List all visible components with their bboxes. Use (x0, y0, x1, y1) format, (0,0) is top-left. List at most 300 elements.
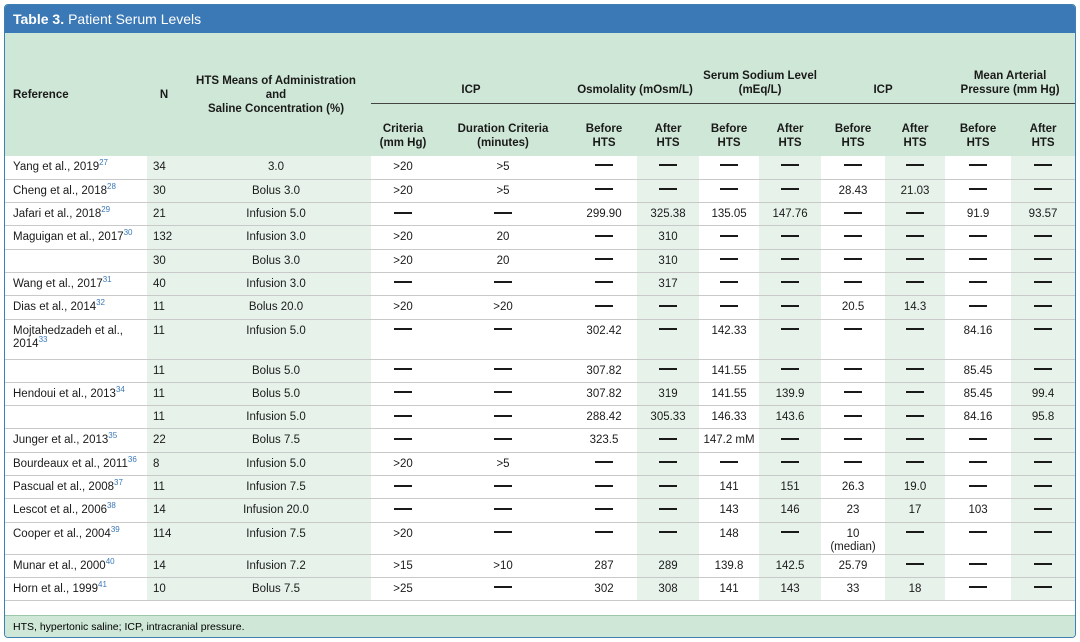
cell-hts: Bolus 7.5 (181, 577, 371, 600)
header-na-after: After HTS (759, 104, 821, 157)
serum-levels-table (5, 33, 1075, 601)
cell-duration (435, 476, 571, 499)
dash-placeholder (969, 485, 987, 487)
cell-hts: Infusion 20.0 (181, 499, 371, 522)
cell-duration (435, 272, 571, 295)
cell-map-a (1011, 272, 1075, 295)
dash-placeholder (1034, 461, 1052, 463)
table-row (5, 272, 1075, 295)
table-row (5, 203, 1075, 226)
cell-icp-b: 25.79 (821, 554, 885, 577)
cell-reference (5, 249, 147, 272)
cell-osm-a (637, 296, 699, 319)
dash-placeholder (969, 164, 987, 166)
dash-placeholder (720, 305, 738, 307)
cell-hts: Infusion 7.2 (181, 554, 371, 577)
dash-placeholder (1034, 305, 1052, 307)
cell-n: 14 (147, 499, 181, 522)
dash-placeholder (844, 368, 862, 370)
cell-na-a: 146 (759, 499, 821, 522)
citation-number[interactable]: 33 (38, 334, 48, 344)
table-row (5, 429, 1075, 452)
dash-placeholder (781, 531, 799, 533)
cell-duration (435, 522, 571, 554)
cell-map-a (1011, 554, 1075, 577)
cell-osm-b: 307.82 (571, 359, 637, 382)
header-map-before: Before HTS (945, 104, 1011, 157)
header-hts-line1: HTS Means of Administration (196, 74, 356, 87)
cell-osm-a (637, 522, 699, 554)
citation-number[interactable]: 41 (98, 580, 107, 590)
table-footnote: HTS, hypertonic saline; ICP, intracranial pressure. (5, 615, 1075, 637)
dash-placeholder (659, 188, 677, 190)
cell-map-a (1011, 577, 1075, 600)
cell-duration (435, 319, 571, 359)
table-row (5, 476, 1075, 499)
dash-placeholder (720, 235, 738, 237)
cell-na-b (699, 179, 759, 202)
cell-icp-a (885, 156, 945, 179)
cell-osm-a (637, 476, 699, 499)
cell-osm-a: 317 (637, 272, 699, 295)
cell-reference: Wang et al., 2017$^{31}$ (5, 272, 147, 295)
table-row (5, 319, 1075, 359)
cell-map-b: 103 (945, 499, 1011, 522)
cell-na-a: 143.6 (759, 406, 821, 429)
cell-icp-a: 19.0 (885, 476, 945, 499)
header-map (945, 33, 1075, 104)
dash-placeholder (394, 415, 412, 417)
dash-placeholder (659, 508, 677, 510)
cell-criteria: >25 (371, 577, 435, 600)
cell-osm-b (571, 272, 637, 295)
header-icp-before: Before HTS (821, 104, 885, 157)
dash-placeholder (1034, 531, 1052, 533)
table-row (5, 156, 1075, 179)
cell-na-a (759, 249, 821, 272)
table-container (4, 4, 1076, 638)
dash-placeholder (844, 328, 862, 330)
dash-placeholder (720, 461, 738, 463)
cell-icp-a: 17 (885, 499, 945, 522)
citation-number[interactable]: 30 (123, 228, 133, 238)
header-hts-administration (181, 33, 371, 156)
cell-criteria (371, 359, 435, 382)
dash-placeholder (906, 258, 924, 260)
cell-icp-a (885, 452, 945, 475)
dash-placeholder (494, 438, 512, 440)
cell-duration: >5 (435, 179, 571, 202)
dash-placeholder (844, 391, 862, 393)
cell-na-b: 142.33 (699, 319, 759, 359)
table-row (5, 179, 1075, 202)
cell-icp-a (885, 226, 945, 249)
cell-duration (435, 406, 571, 429)
dash-placeholder (494, 586, 512, 588)
cell-map-b (945, 452, 1011, 475)
cell-na-a (759, 296, 821, 319)
cell-criteria (371, 203, 435, 226)
dash-placeholder (844, 461, 862, 463)
dash-placeholder (494, 212, 512, 214)
cell-na-a (759, 429, 821, 452)
cell-osm-a (637, 452, 699, 475)
citation-number[interactable]: 32 (96, 298, 106, 308)
cell-map-a (1011, 522, 1075, 554)
cell-n: 132 (147, 226, 181, 249)
cell-na-b (699, 226, 759, 249)
cell-reference (5, 406, 147, 429)
dash-placeholder (781, 164, 799, 166)
cell-map-a (1011, 156, 1075, 179)
header-icp-values-group: ICP (821, 33, 945, 104)
cell-icp-b (821, 319, 885, 359)
citation-number[interactable]: 35 (108, 431, 118, 441)
cell-duration: >10 (435, 554, 571, 577)
dash-placeholder (595, 508, 613, 510)
table-row (5, 406, 1075, 429)
table-row (5, 226, 1075, 249)
cell-osm-b: 302 (571, 577, 637, 600)
dash-placeholder (969, 258, 987, 260)
header-hts-line2: and (265, 88, 287, 101)
dash-placeholder (969, 461, 987, 463)
cell-hts: Infusion 5.0 (181, 452, 371, 475)
header-na-before: Before HTS (699, 104, 759, 157)
header-osm-after: After HTS (637, 104, 699, 157)
cell-osm-a: 325.38 (637, 203, 699, 226)
cell-hts: 3.0 (181, 156, 371, 179)
cell-reference: Cheng et al., 2018$^{28}$ (5, 179, 147, 202)
cell-hts: Infusion 7.5 (181, 522, 371, 554)
cell-map-a (1011, 452, 1075, 475)
header-sodium-line1: Serum Sodium Level (703, 70, 817, 82)
dash-placeholder (969, 188, 987, 190)
header-hts-line3: Saline Concentration (%) (207, 102, 345, 115)
dash-placeholder (906, 563, 924, 565)
cell-criteria (371, 382, 435, 405)
dash-placeholder (844, 164, 862, 166)
cell-osm-b: 287 (571, 554, 637, 577)
citation-number[interactable]: 31 (102, 275, 112, 285)
cell-map-a (1011, 249, 1075, 272)
cell-na-b: 141 (699, 476, 759, 499)
cell-map-a: 93.57 (1011, 203, 1075, 226)
cell-duration: 20 (435, 226, 571, 249)
cell-map-a (1011, 319, 1075, 359)
cell-duration (435, 382, 571, 405)
dash-placeholder (1034, 281, 1052, 283)
dash-placeholder (659, 531, 677, 533)
cell-na-b: 147.2 mM (699, 429, 759, 452)
cell-n: 30 (147, 179, 181, 202)
cell-criteria (371, 319, 435, 359)
cell-na-a (759, 452, 821, 475)
cell-icp-a (885, 522, 945, 554)
cell-icp-b: 28.43 (821, 179, 885, 202)
cell-na-a: 143 (759, 577, 821, 600)
cell-na-b: 139.8 (699, 554, 759, 577)
header-reference: Reference (5, 33, 147, 156)
dash-placeholder (659, 328, 677, 330)
cell-criteria: >20 (371, 156, 435, 179)
cell-map-b (945, 226, 1011, 249)
cell-osm-b: 288.42 (571, 406, 637, 429)
dash-placeholder (969, 305, 987, 307)
cell-map-a (1011, 226, 1075, 249)
cell-map-b (945, 554, 1011, 577)
cell-na-a (759, 359, 821, 382)
cell-reference: Lescot et al., 2006$^{38}$ (5, 499, 147, 522)
table-title-bar (5, 5, 1075, 33)
cell-osm-b (571, 249, 637, 272)
cell-osm-b (571, 522, 637, 554)
table-row (5, 522, 1075, 554)
header-n: N (147, 33, 181, 156)
dash-placeholder (394, 328, 412, 330)
cell-duration: >20 (435, 296, 571, 319)
cell-n: 8 (147, 452, 181, 475)
citation-number[interactable]: 38 (106, 501, 116, 511)
cell-osm-b (571, 499, 637, 522)
cell-icp-b: 20.5 (821, 296, 885, 319)
cell-n: 11 (147, 382, 181, 405)
dash-placeholder (969, 438, 987, 440)
cell-n: 11 (147, 296, 181, 319)
cell-na-a (759, 319, 821, 359)
dash-placeholder (906, 391, 924, 393)
cell-reference: Munar et al., 2000$^{40}$ (5, 554, 147, 577)
cell-map-a (1011, 296, 1075, 319)
cell-duration (435, 359, 571, 382)
table-title: Patient Serum Levels (68, 11, 202, 27)
cell-n: 10 (147, 577, 181, 600)
cell-n: 11 (147, 406, 181, 429)
dash-placeholder (969, 281, 987, 283)
cell-map-a (1011, 359, 1075, 382)
cell-criteria (371, 272, 435, 295)
cell-hts: Bolus 5.0 (181, 359, 371, 382)
cell-n: 14 (147, 554, 181, 577)
dash-placeholder (844, 212, 862, 214)
dash-placeholder (781, 258, 799, 260)
cell-icp-b (821, 359, 885, 382)
cell-reference: Maguigan et al., 2017$^{30}$ (5, 226, 147, 249)
cell-osm-b: 323.5 (571, 429, 637, 452)
cell-icp-a (885, 382, 945, 405)
cell-na-b (699, 296, 759, 319)
cell-map-a: 95.8 (1011, 406, 1075, 429)
cell-duration (435, 203, 571, 226)
cell-osm-a (637, 319, 699, 359)
citation-number[interactable]: 34 (115, 385, 125, 395)
cell-hts: Bolus 3.0 (181, 179, 371, 202)
dash-placeholder (906, 415, 924, 417)
dash-placeholder (720, 281, 738, 283)
cell-icp-a (885, 319, 945, 359)
cell-n: 30 (147, 249, 181, 272)
cell-map-b: 84.16 (945, 319, 1011, 359)
cell-osm-b (571, 156, 637, 179)
cell-criteria (371, 406, 435, 429)
cell-osm-b (571, 452, 637, 475)
dash-placeholder (720, 188, 738, 190)
dash-placeholder (1034, 438, 1052, 440)
cell-duration (435, 429, 571, 452)
dash-placeholder (595, 281, 613, 283)
cell-icp-a (885, 249, 945, 272)
cell-criteria: >20 (371, 452, 435, 475)
cell-map-b (945, 179, 1011, 202)
dash-placeholder (394, 391, 412, 393)
cell-icp-a: 18 (885, 577, 945, 600)
cell-n: 22 (147, 429, 181, 452)
cell-na-a: 142.5 (759, 554, 821, 577)
cell-icp-b (821, 249, 885, 272)
cell-icp-b: 23 (821, 499, 885, 522)
dash-placeholder (781, 438, 799, 440)
cell-na-b (699, 452, 759, 475)
cell-icp-b (821, 452, 885, 475)
cell-reference: Bourdeaux et al., 2011$^{36}$ (5, 452, 147, 475)
dash-placeholder (906, 212, 924, 214)
dash-placeholder (595, 258, 613, 260)
dash-placeholder (906, 531, 924, 533)
cell-osm-b (571, 226, 637, 249)
header-duration: Duration Criteria (minutes) (435, 104, 571, 157)
cell-hts: Bolus 3.0 (181, 249, 371, 272)
cell-hts: Infusion 5.0 (181, 203, 371, 226)
cell-duration (435, 577, 571, 600)
citation-number[interactable]: 40 (105, 556, 115, 566)
citation-number[interactable]: 39 (110, 524, 120, 534)
cell-icp-b (821, 203, 885, 226)
cell-na-a: 147.76 (759, 203, 821, 226)
dash-placeholder (844, 438, 862, 440)
citation-number[interactable]: 37 (114, 478, 123, 488)
cell-criteria: >20 (371, 226, 435, 249)
cell-map-b (945, 522, 1011, 554)
cell-n: 34 (147, 156, 181, 179)
cell-map-b: 85.45 (945, 382, 1011, 405)
header-osmolality: Osmolality (mOsm/L) (571, 33, 699, 104)
table-row (5, 452, 1075, 475)
cell-n: 11 (147, 319, 181, 359)
table-body (5, 156, 1075, 601)
cell-n: 40 (147, 272, 181, 295)
dash-placeholder (844, 415, 862, 417)
cell-icp-a (885, 359, 945, 382)
dash-placeholder (394, 438, 412, 440)
dash-placeholder (595, 188, 613, 190)
cell-n: 114 (147, 522, 181, 554)
table-row (5, 554, 1075, 577)
cell-map-b (945, 272, 1011, 295)
cell-hts: Infusion 5.0 (181, 319, 371, 359)
cell-duration: >5 (435, 156, 571, 179)
cell-map-b (945, 296, 1011, 319)
cell-icp-a (885, 272, 945, 295)
dash-placeholder (659, 368, 677, 370)
cell-icp-b: 33 (821, 577, 885, 600)
cell-map-a (1011, 476, 1075, 499)
dash-placeholder (969, 563, 987, 565)
cell-hts: Bolus 20.0 (181, 296, 371, 319)
cell-osm-a: 319 (637, 382, 699, 405)
dash-placeholder (781, 305, 799, 307)
cell-hts: Bolus 7.5 (181, 429, 371, 452)
dash-placeholder (595, 305, 613, 307)
cell-icp-b (821, 382, 885, 405)
dash-placeholder (1034, 586, 1052, 588)
dash-placeholder (494, 415, 512, 417)
cell-reference: Dias et al., 2014$^{32}$ (5, 296, 147, 319)
cell-hts: Bolus 5.0 (181, 382, 371, 405)
dash-placeholder (595, 461, 613, 463)
cell-osm-a (637, 156, 699, 179)
dash-placeholder (906, 461, 924, 463)
cell-criteria (371, 476, 435, 499)
cell-na-a (759, 272, 821, 295)
cell-osm-a (637, 429, 699, 452)
dash-placeholder (969, 531, 987, 533)
citation-number[interactable]: 29 (101, 205, 111, 215)
dash-placeholder (394, 508, 412, 510)
cell-hts: Infusion 5.0 (181, 406, 371, 429)
cell-reference: Jafari et al., 2018$^{29}$ (5, 203, 147, 226)
dash-placeholder (659, 485, 677, 487)
cell-osm-a: 305.33 (637, 406, 699, 429)
dash-placeholder (659, 164, 677, 166)
dash-placeholder (844, 235, 862, 237)
dash-placeholder (1034, 188, 1052, 190)
dash-placeholder (394, 212, 412, 214)
dash-placeholder (494, 368, 512, 370)
dash-placeholder (1034, 563, 1052, 565)
dash-placeholder (1034, 508, 1052, 510)
dash-placeholder (906, 328, 924, 330)
cell-map-a (1011, 429, 1075, 452)
cell-osm-b (571, 476, 637, 499)
cell-osm-a (637, 359, 699, 382)
cell-criteria: >15 (371, 554, 435, 577)
dash-placeholder (1034, 485, 1052, 487)
cell-icp-b (821, 156, 885, 179)
dash-placeholder (1034, 328, 1052, 330)
cell-map-b (945, 249, 1011, 272)
citation-number[interactable]: 36 (127, 454, 137, 464)
header-icp-group: ICP (371, 33, 571, 104)
cell-map-a: 99.4 (1011, 382, 1075, 405)
citation-number[interactable]: 27 (99, 158, 109, 168)
cell-na-b (699, 156, 759, 179)
dash-placeholder (720, 258, 738, 260)
cell-na-b: 148 (699, 522, 759, 554)
cell-map-b: 84.16 (945, 406, 1011, 429)
dash-placeholder (494, 281, 512, 283)
dash-placeholder (906, 235, 924, 237)
dash-placeholder (781, 368, 799, 370)
citation-number[interactable]: 28 (107, 181, 116, 191)
dash-placeholder (781, 328, 799, 330)
cell-map-b (945, 476, 1011, 499)
cell-osm-b (571, 296, 637, 319)
cell-criteria: >20 (371, 522, 435, 554)
dash-placeholder (720, 164, 738, 166)
table-row (5, 296, 1075, 319)
header-map-line2: Pressure (mm Hg) (960, 84, 1060, 96)
dash-placeholder (494, 508, 512, 510)
